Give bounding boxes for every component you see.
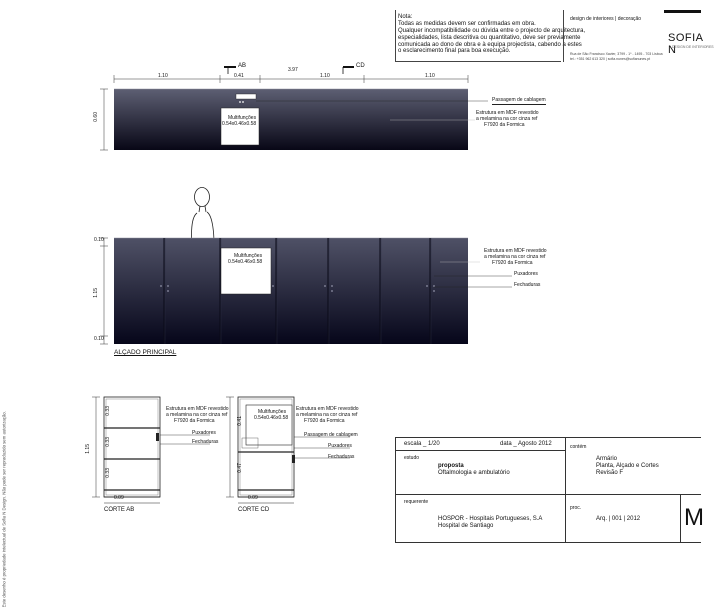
dim-label: 0.33: [104, 406, 111, 416]
brand-name: SOFIA N: [668, 32, 703, 56]
dim-label: 0.41: [236, 416, 243, 426]
note-line: comunicada ao dono de obra e à equipa projectista, cabendo a estes: [398, 41, 582, 48]
requester-label: requerente: [404, 499, 429, 505]
callout-locks: Fechaduras: [328, 454, 355, 460]
note-title: Nota:: [398, 14, 413, 20]
callout-cable: Passagem de cablagem: [304, 432, 358, 438]
section-label-ab: AB: [238, 63, 247, 69]
contains-line: Revisão F: [596, 470, 624, 476]
callout-structure: Estrutura em MDF revestido: [476, 110, 539, 116]
callout-handles: Puxadores: [192, 430, 216, 436]
callout-structure: a melamina na cor cinza ref: [296, 412, 358, 418]
brand-contact: tel.: +351 962 613 320 | sofia.nunes@sofianunes.pt: [570, 57, 651, 61]
appliance-dims: 0.54x0.46x0.58: [222, 121, 257, 127]
callout-cable: Passagem de cablagem: [492, 97, 546, 103]
study-text: Oftalmologia e ambulatório: [438, 470, 510, 476]
dim-label: 0.41: [234, 73, 244, 79]
proc-value: Arq. | 001 | 2012: [596, 516, 641, 522]
callout-handles: Puxadores: [514, 271, 538, 277]
elevation-top: [0, 0, 700, 200]
contains-line: Planta, Alçado e Cortes: [596, 463, 659, 469]
title-block-logo-divider: [680, 494, 681, 542]
brand-sub: DESIGN DE INTERIORES: [672, 45, 714, 49]
cable-slot-top: [236, 94, 256, 99]
dim-label: 1.10: [320, 73, 330, 79]
callout-structure: a melamina na cor cinza ref: [166, 412, 228, 418]
appliance-label: Multifunções: [228, 115, 257, 121]
note-line: Todas as medidas devem ser confirmadas em obra.: [398, 20, 536, 27]
contains-line: Armário: [596, 456, 618, 462]
title-block: [395, 437, 704, 543]
cut-ab-title: CORTE AB: [104, 507, 135, 513]
brand-address: Rua de São Francisco Xavier, 3799 - 1º - 1495 - 703 Lisboa: [570, 52, 663, 56]
callout-structure: Estrutura em MDF revestido: [484, 248, 547, 254]
callout-locks: Fechaduras: [514, 282, 541, 288]
note-line: o esclarecimento final para boa execução.: [398, 48, 511, 55]
elevation-main: [0, 180, 700, 360]
callout-structure: Estrutura em MDF revestido: [296, 406, 359, 412]
cabinet-top-body: [114, 89, 468, 150]
brand-header: design de interiores | decoração: [570, 16, 642, 22]
appliance-label: Multifunções: [258, 409, 287, 415]
dim-label: 0.33: [104, 437, 111, 447]
requester-line: HOSPOR - Hospitais Portugueses, S.A: [438, 516, 543, 522]
callout-structure: F7920 da Formica: [484, 122, 525, 128]
callout-structure: F7920 da Formica: [304, 418, 345, 424]
cut-cd-drawing: [210, 380, 400, 520]
side-margin-text: Este desenho é propriedade intelectual de Sofia N Design. Não pode ser reproduzido sem autorização.: [1, 411, 7, 607]
requester-line: Hospital de Santiago: [438, 523, 494, 529]
dim-label: 1.10: [158, 73, 168, 79]
callout-handles: Puxadores: [328, 443, 352, 449]
dim-label: 1.10: [425, 73, 435, 79]
dim-label: 0.10: [94, 237, 104, 243]
title-block-col-divider: [565, 438, 566, 542]
section-label-cd: CD: [356, 63, 365, 69]
scale-label: escala _ 1/20: [404, 441, 440, 447]
callout-structure: F7920 da Formica: [174, 418, 215, 424]
callout-structure: a melamina na cor cinza ref: [484, 254, 546, 260]
cut-cd-title: CORTE CD: [238, 507, 270, 513]
proc-label: proc.: [570, 505, 582, 511]
dim-label: 1.15: [92, 288, 99, 298]
contains-label: contém: [570, 444, 587, 450]
dim-label: 1.15: [84, 444, 91, 454]
callout-locks: Fechaduras: [192, 439, 219, 445]
title-block-row-divider: [396, 494, 701, 495]
title-block-row-divider: [396, 450, 565, 451]
appliance-dims: 0.54x0.46x0.58: [254, 415, 289, 421]
study-bold: proposta: [438, 463, 464, 469]
note-line: Qualquer incompatibilidade ou dúvida entre o projecto de arquitectura,: [398, 27, 586, 34]
dim-label: 0.09: [248, 495, 258, 501]
dim-label: 0.33: [104, 468, 111, 478]
height-dim-label: 0.60: [92, 112, 99, 122]
cut-ab-drawing: [0, 380, 220, 520]
dim-label: 0.10: [94, 336, 104, 342]
dim-label: 0.09: [114, 495, 124, 501]
callout-structure: a melamina na cor cinza ref: [476, 116, 538, 122]
logo-letter: M: [684, 504, 704, 531]
study-label: estudo: [404, 455, 420, 461]
note-line: especialidades, lista descritiva ou quantitativo, deve ser previamente: [398, 34, 581, 41]
section-marker-cd: [343, 67, 354, 74]
elevation-title: ALÇADO PRINCIPAL: [114, 349, 177, 356]
appliance-label: Multifunções: [234, 253, 263, 259]
date-label: data _ Agosto 2012: [500, 441, 552, 447]
appliance-dims: 0.54x0.46x0.58: [228, 259, 263, 265]
dim-label: 0.47: [236, 463, 243, 473]
dim-label: 3.97: [288, 67, 298, 73]
callout-structure: Estrutura em MDF revestido: [166, 406, 229, 412]
callout-structure: F7920 da Formica: [492, 260, 533, 266]
